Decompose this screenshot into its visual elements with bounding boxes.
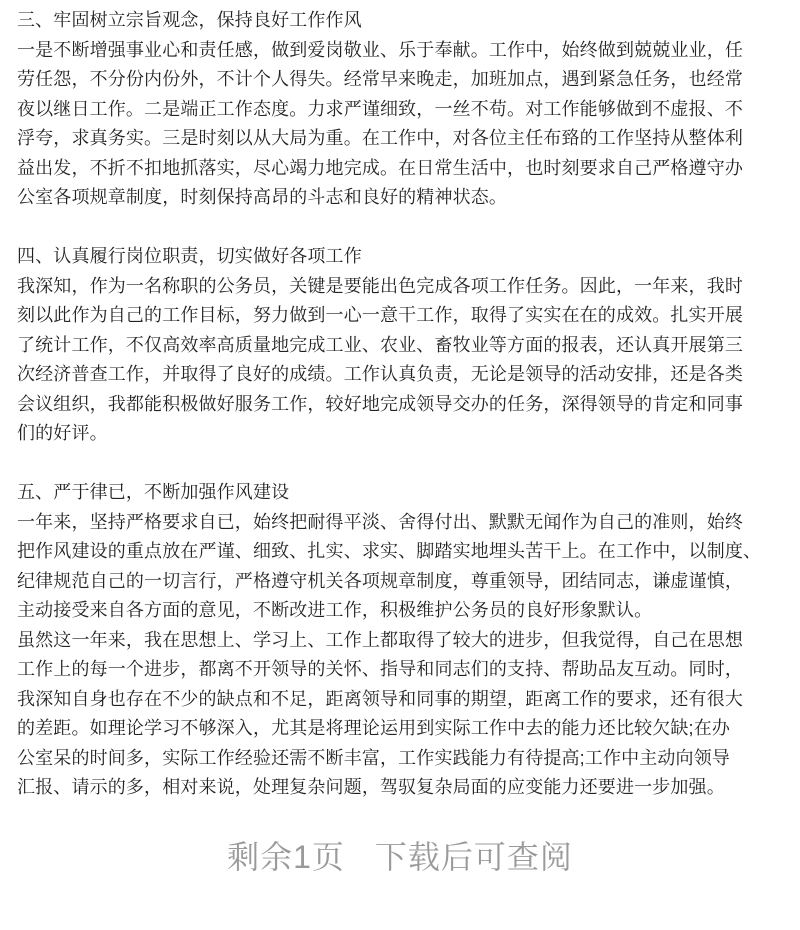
- paragraph-line: 主动接受来自各方面的意见，不断改进工作，积极维护公务员的良好形象默认。: [17, 600, 653, 620]
- paragraph-line: 工作上的每一个进步，都离不开领导的关怀、指导和同志们的支持、帮助品友互动。同时，: [17, 659, 743, 679]
- paragraph-line: 浮夸，求真务实。三是时刻以从大局为重。在工作中，对各位主任布臵的工作坚持从整体利: [17, 128, 743, 148]
- section-3: [17, 6, 787, 213]
- paragraph-line: 把作风建设的重点放在严谨、细致、扎实、求实、脚踏实地埋头苦干上。在工作中，以制度、: [17, 541, 762, 561]
- paragraph-line: 公室呆的时间多，实际工作经验还需不断丰富，工作实践能力有待提高;工作中主动向领导: [17, 747, 730, 768]
- paragraph-line: 了统计工作，不仅高效率高质量地完成工业、农业、畜牧业等方面的报表，还认真开展第三: [17, 334, 743, 355]
- paragraph-line: 一是不断增强事业心和责任感，做到爱岗敬业、乐于奉献。工作中，始终做到兢兢业业，任: [17, 39, 743, 60]
- paragraph-line: 汇报、请示的多，相对来说，处理复杂问题，驾驭复杂局面的应变能力还要进一步加强。: [17, 777, 725, 797]
- paragraph-line: 益出发，不折不扣地抓落实，尽心竭力地完成。在日常生活中，也时刻要求自己严格遵守办: [17, 157, 743, 178]
- paragraph-line: 虽然这一年来，我在思想上、学习上、工作上都取得了较大的进步，但我觉得，自己在思想: [17, 629, 743, 650]
- spacer: [17, 213, 787, 243]
- paragraph-line: 我深知自身也存在不少的缺点和不足，距离领导和同事的期望，距离工作的要求，还有很大: [17, 688, 743, 709]
- section-5: [17, 478, 787, 803]
- section-heading: 五、严于律已，不断加强作风建设: [17, 482, 290, 502]
- paragraph-line: 公室各项规章制度，时刻保持高昂的斗志和良好的精神状态。: [17, 187, 508, 207]
- remaining-pages-text: 剩余1页: [227, 839, 345, 875]
- download-prompt[interactable]: [0, 832, 800, 878]
- paragraph-line: 会议组织，我都能积极做好服务工作，较好地完成领导交办的任务，深得领导的肯定和同事: [17, 393, 743, 414]
- document-body: [17, 6, 787, 803]
- download-hint-text: 下载后可查阅: [374, 839, 573, 875]
- paragraph-line: 的差距。如理论学习不够深入，尤其是将理论运用到实际工作中去的能力还比较欠缺;在办: [17, 718, 730, 738]
- paragraph-line: 们的好评。: [17, 423, 108, 443]
- section-4: [17, 242, 787, 449]
- paragraph-line: 刻以此作为自己的工作目标，努力做到一心一意干工作，取得了实实在在的成效。扎实开展: [17, 305, 743, 325]
- paragraph-line: 我深知，作为一名称职的公务员，关键是要能出色完成各项工作任务。因此，一年来，我时: [17, 275, 743, 296]
- spacer: [17, 449, 787, 479]
- section-heading: 四、认真履行岗位职责，切实做好各项工作: [17, 246, 362, 266]
- paragraph-line: 纪律规范自己的一切言行，严格遵守机关各项规章制度，尊重领导，团结同志，谦虚谨慎，: [17, 570, 743, 591]
- paragraph-line: 夜以继日工作。二是端正工作态度。力求严谨细致，一丝不苟。对工作能够做到不虚报、不: [17, 98, 743, 119]
- paragraph-line: 次经济普查工作，并取得了良好的成绩。工作认真负责，无论是领导的活动安排，还是各类: [17, 364, 743, 384]
- section-heading: 三、牢固树立宗旨观念，保持良好工作作风: [17, 10, 362, 30]
- paragraph-line: 一年来，坚持严格要求自已，始终把耐得平淡、舍得付出、默默无闻作为自己的准则，始终: [17, 511, 743, 532]
- paragraph-line: 劳任怨，不分份内份外，不计个人得失。经常早来晚走，加班加点，遇到紧急任务，也经常: [17, 69, 743, 89]
